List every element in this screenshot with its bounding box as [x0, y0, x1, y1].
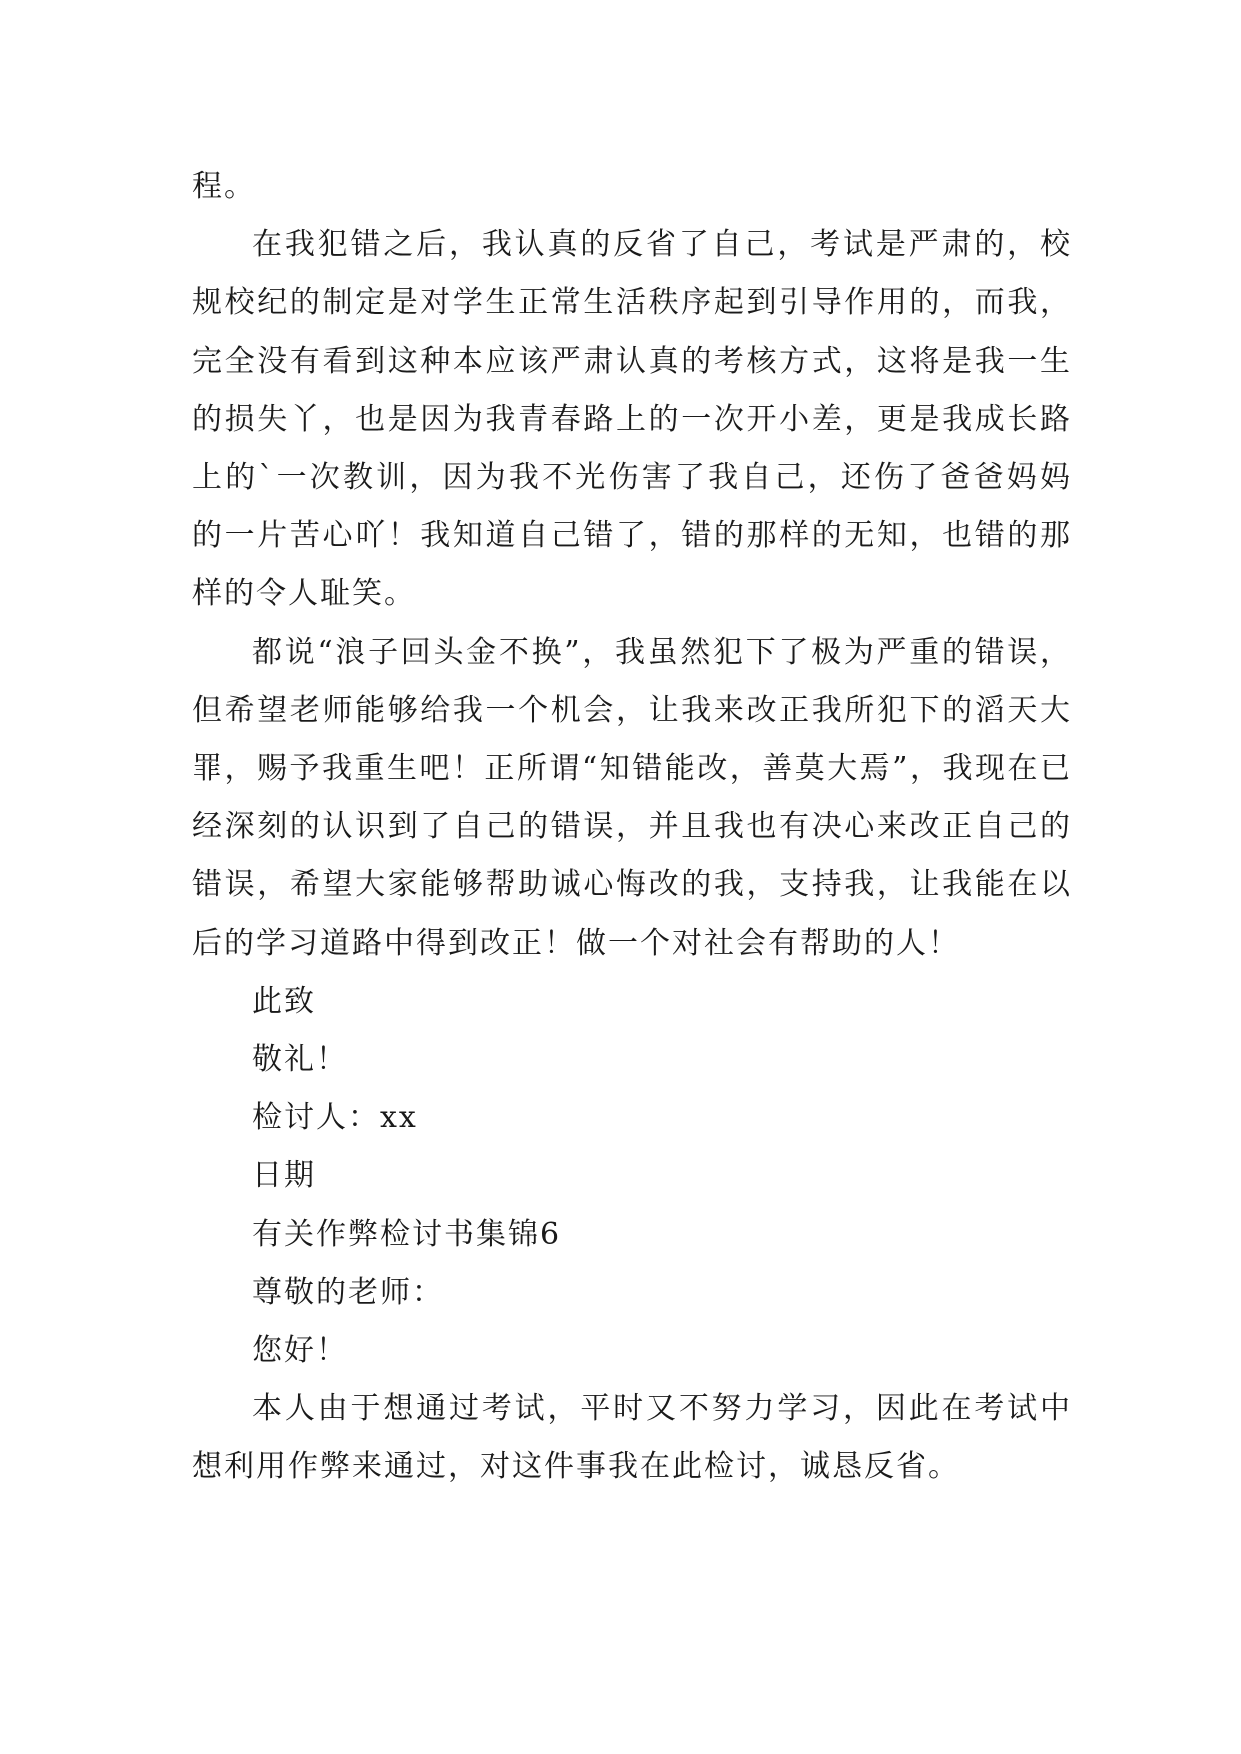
paragraph-confession: 本人由于想通过考试，平时又不努力学习，因此在考试中想利用作弊来通过，对这件事我在此检讨，诚恳反省。	[192, 1391, 1072, 1485]
salute-line: 敬礼！	[252, 1042, 348, 1078]
document-body	[192, 158, 1072, 1497]
paragraph-repentance: 都说“浪子回头金不换”，我虽然犯下了极为严重的错误，但希望老师能够给我一个机会，让我来改正我所犯下的滔天大罪，赐予我重生吧！正所谓“知错能改，善莫大焉”，我现在已经深刻的认识到了自己的错误，并且我也有决心来改正自己的错误，希望大家能够帮助诚心悔改的我，支持我，让我能在以后的学习道路中得到改正！做一个对社会有帮助的人！	[192, 634, 1072, 961]
date-line: 日期	[252, 1158, 316, 1194]
signer-line: 检讨人：xx	[252, 1100, 418, 1136]
section-title: 有关作弊检讨书集锦6	[252, 1216, 562, 1252]
closing-line: 此致	[252, 983, 316, 1019]
hello-line: 您好！	[252, 1333, 348, 1369]
greeting-line: 尊敬的老师：	[252, 1274, 444, 1310]
paragraph-reflection: 在我犯错之后，我认真的反省了自己，考试是严肃的，校规校纪的制定是对学生正常生活秩序起到引导作用的，而我，完全没有看到这种本应该严肃认真的考核方式，这将是我一生的损失丫，也是因为我青春路上的一次开小差，更是我成长路上的`一次教训，因为我不光伤害了我自己，还伤了爸爸妈妈的一片苦心吖！我知道自己错了，错的那样的无知，也错的那样的令人耻笑。	[192, 227, 1072, 612]
paragraph-continuation: 程。	[192, 169, 256, 204]
